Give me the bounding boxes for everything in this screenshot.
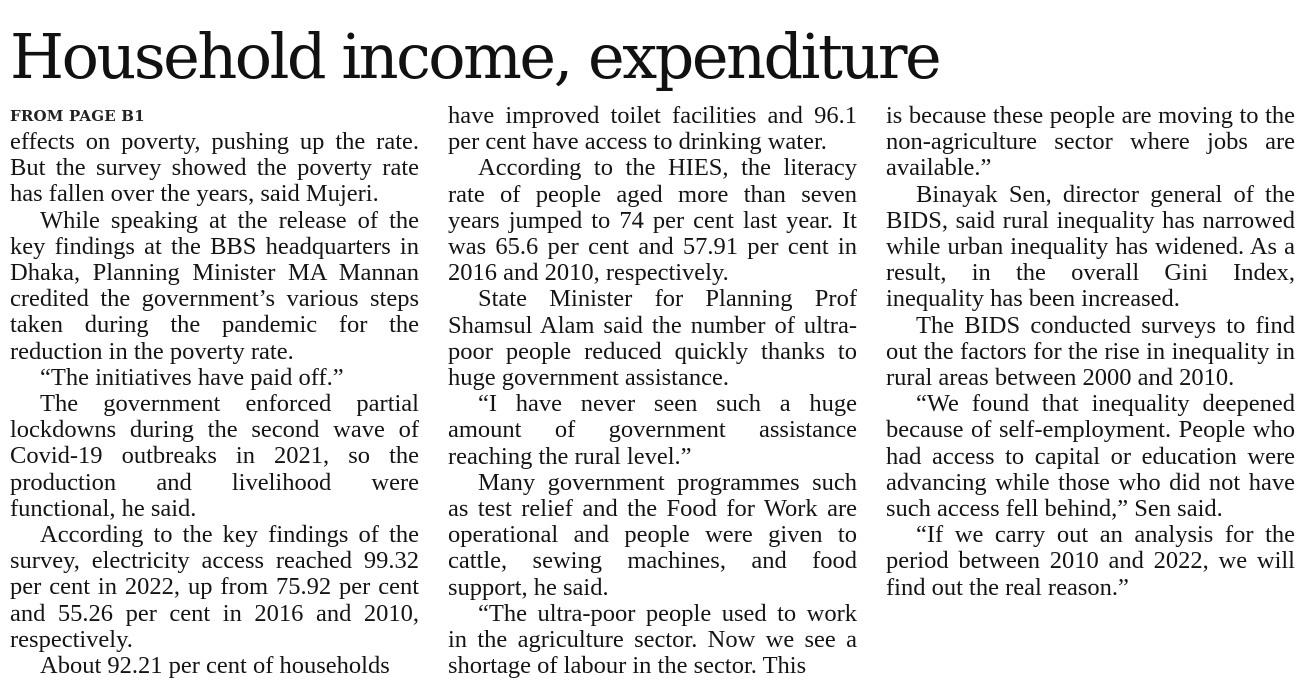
article-column-1 <box>10 103 419 679</box>
paragraph: Binayak Sen, director general of the BIDS, said rural inequality has narrowed while urban inequality has widened. As a result, in the overall Gini Index, inequality has been increased. <box>886 180 1295 313</box>
paragraph: According to the key findings of the survey, electricity access reached 99.32 per cent in 2022, up from 75.92 per cent and 55.26 per cent in 2016 and 2010, respectively. <box>10 521 419 653</box>
quote-paragraph: “The initiatives have paid off.” <box>40 363 344 391</box>
quote-paragraph: “I have never seen such a huge amount of government assistance reaching the rural level.” <box>448 390 857 470</box>
quote-paragraph: “If we carry out an analysis for the period between 2010 and 2022, we will find out the real reason.” <box>886 521 1295 601</box>
paragraph: While speaking at the release of the key findings at the BBS headquarters in Dhaka, Planning Minister MA Mannan credited the government’s various steps taken during the pandemic for the reduction in the poverty rate. <box>10 206 419 365</box>
paragraph: have improved toilet facilities and 96.1 per cent have access to drinking water. <box>448 102 857 156</box>
paragraph: The government enforced partial lockdowns during the second wave of Covid-19 outbreaks in 2021, so the production and livelihood were functional, he said. <box>10 390 419 522</box>
article-column-3 <box>886 103 1295 601</box>
paragraph: State Minister for Planning Prof Shamsul Alam said the number of ultra-poor people reduced quickly thanks to huge government assistance. <box>448 285 857 392</box>
article-column-2 <box>448 103 857 679</box>
kicker-label: FROM PAGE B1 <box>10 107 145 125</box>
paragraph: is because these people are moving to the non-agriculture sector where jobs are available.” <box>886 102 1295 182</box>
paragraph: The BIDS conducted surveys to find out the factors for the rise in inequality in rural areas between 2000 and 2010. <box>886 311 1295 392</box>
quote-paragraph: “The ultra-poor people used to work in the agriculture sector. Now we see a shortage of labour in the sector. This <box>448 599 857 680</box>
quote-paragraph: “We found that inequality deepened because of self-employment. People who had access to capital or education were advancing while those who did not have such access fell behind,” Sen said. <box>886 390 1295 523</box>
paragraph: According to the HIES, the literacy rate of people aged more than seven years jumped to 74 per cent last year. It was 65.6 per cent and 57.91 per cent in 2016 and 2010, respectively. <box>448 154 857 287</box>
paragraph: effects on poverty, pushing up the rate. But the survey showed the poverty rate has fallen over the years, said Mujeri. <box>10 128 419 208</box>
paragraph: About 92.21 per cent of households <box>40 652 390 680</box>
paragraph: Many government programmes such as test relief and the Food for Work are operational and people were given to cattle, sewing machines, and food support, he said. <box>448 468 857 601</box>
article-headline: Household income, expenditure <box>10 20 940 93</box>
